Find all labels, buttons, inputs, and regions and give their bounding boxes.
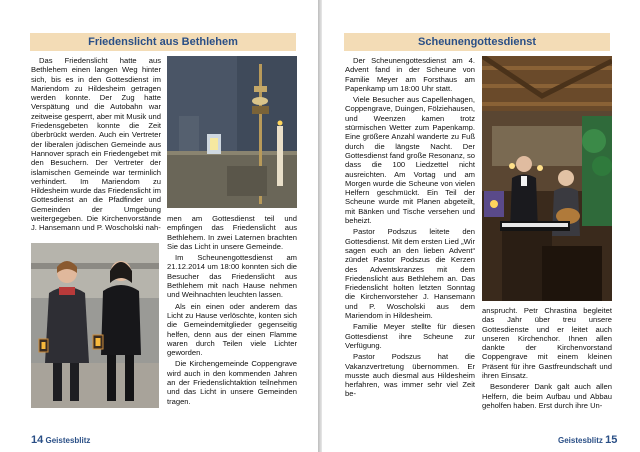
paragraph: Pastor Podszus hat die Vakanzvertretung übernommen. Er musste auch diesmal aus Hildesheim herfahren, was immer sehr viel Zeit be- [345, 352, 475, 399]
page-number: 15 [605, 434, 618, 446]
paragraph: Als ein einen oder anderem das Licht zu Hause verlöschte, konten sich die Gemeindemitglieder gegenseitig helfen, denn aus der einen Flamme waren durch Teilen viele Lichter geworden. [167, 301, 297, 358]
paragraph: Viele Besucher aus Capellenhagen, Coppengrave, Duingen, Fölziehausen, und Weenzen kamen trotz stürmischen Wetter zum Papenkamp. Eine größere Anzahl wanderte zu Fuß durch die längste Nacht. Der Gottesdienst fand große Resonanz, so dass die 100 Liedzettel nicht ausreichten. Am Vortag und am Morgen wurde die Scheune von vielen Helfern geschmückt. Ein Teil der Scheune wurde mit Planen abgeteilt, mit Bänken und Tische versehen und beheizt. [345, 95, 476, 226]
paragraph: Die Kirchengemeinde Coppengrave wird auch in den kommenden Jahren an der Friedenslichtaktion teilnehmen und das Licht in unsere Gemeinden tragen. [167, 359, 297, 406]
paragraph: men am Gottesdienst teil und empfingen das Friedenslicht aus Bethlehem. In zwei Laternen brachten Sie das Licht in unsere Gemeinde. [167, 214, 297, 251]
paragraph: ansprucht. Petr Chrastina begleitet das Jahr über treu unsere Gottesdienste und er leitet auch unseren Kirchenchor. Ihnen allen dankte der Kirchenvorstand Coppengrave mit einem kleinen Präsent für ihre Gastfreundschaft und ihren Einsatz. [482, 306, 612, 381]
paragraph: Der Scheunengottesdienst am 4. Advent fand in der Scheune von Familie Meyer am Forsthaus am Papenkamp um 18:00 Uhr statt. [345, 56, 475, 93]
page-number: 14 [31, 434, 44, 446]
left-page-footer [31, 434, 90, 446]
two-women-with-lanterns-photo [31, 243, 159, 408]
left-page [0, 0, 318, 452]
left-column-2-text [167, 214, 297, 406]
right-page-title: Scheunengottesdienst [344, 33, 610, 51]
left-page-title: Friedenslicht aus Bethlehem [30, 33, 296, 51]
footer-label: Geistesblitz [558, 436, 603, 445]
paragraph: Das Friedenslicht hatte aus Bethlehem einen langen Weg hinter sich, bis es in den Gottesdienst im Mariendom zu Hildesheim getragen werden konnte. Der Zug hatte Verspätung und die Autobahn war zeitweise gesperrt, aber mit Musik und Friedensgebeten konnte die Zeit überbrückt werden. Auch ein Vertreter der liberalen jüdischen Gemeinde aus Hannover sprach ein Friedengebet mit den Besuchern. Der Vertreter der islamischen Gemeinde war terminlich verhindert. Im Mariendom zu Hildesheim wurde das Friedenslicht im Gottesdienst an die Pfadfinder und Gemeinden der Umgebung weitergegeben. Die Kirchenvorstände J. Hansemann und P. Woscholski nah- [31, 56, 161, 233]
candle-lantern-photo [167, 56, 297, 208]
paragraph: Im Scheunengottesdienst am 21.12.2014 um 18:00 konnten sich die Besucher das Friedenslicht aus Bethlehem mit nach Hause nehmen und Weihnachten leuchten lassen. [167, 253, 297, 300]
paragraph: Besonderer Dank galt auch allen Helfern, die beim Aufbau und Abbau geholfen haben. Erst durch ihre Un- [482, 382, 612, 410]
right-page [322, 0, 640, 452]
right-column-2-text [482, 306, 612, 410]
footer-label: Geistesblitz [45, 436, 91, 445]
paragraph: Familie Meyer stellte für diesen Gottesdienst ihre Scheune zur Verfügung. [345, 322, 475, 350]
paragraph: Pastor Podszus leitete den Gottesdienst. Mit dem ersten Lied „Wir sagen euch an den lieben Advent“ zündet Pastor Podszus die Kerzen des Adventskranzes mit dem Friedenslicht aus Bethlehem an. Das Friedenslicht holten letzten Sonntag die Kirchenvorsteher J. Hansemann und P. Woscholski aus dem Mariendom in Hildesheim. [345, 227, 475, 321]
right-column-1-text [345, 56, 475, 399]
right-page-footer [558, 434, 617, 446]
barn-service-musicians-photo [482, 56, 612, 301]
left-column-1-text [31, 56, 161, 233]
